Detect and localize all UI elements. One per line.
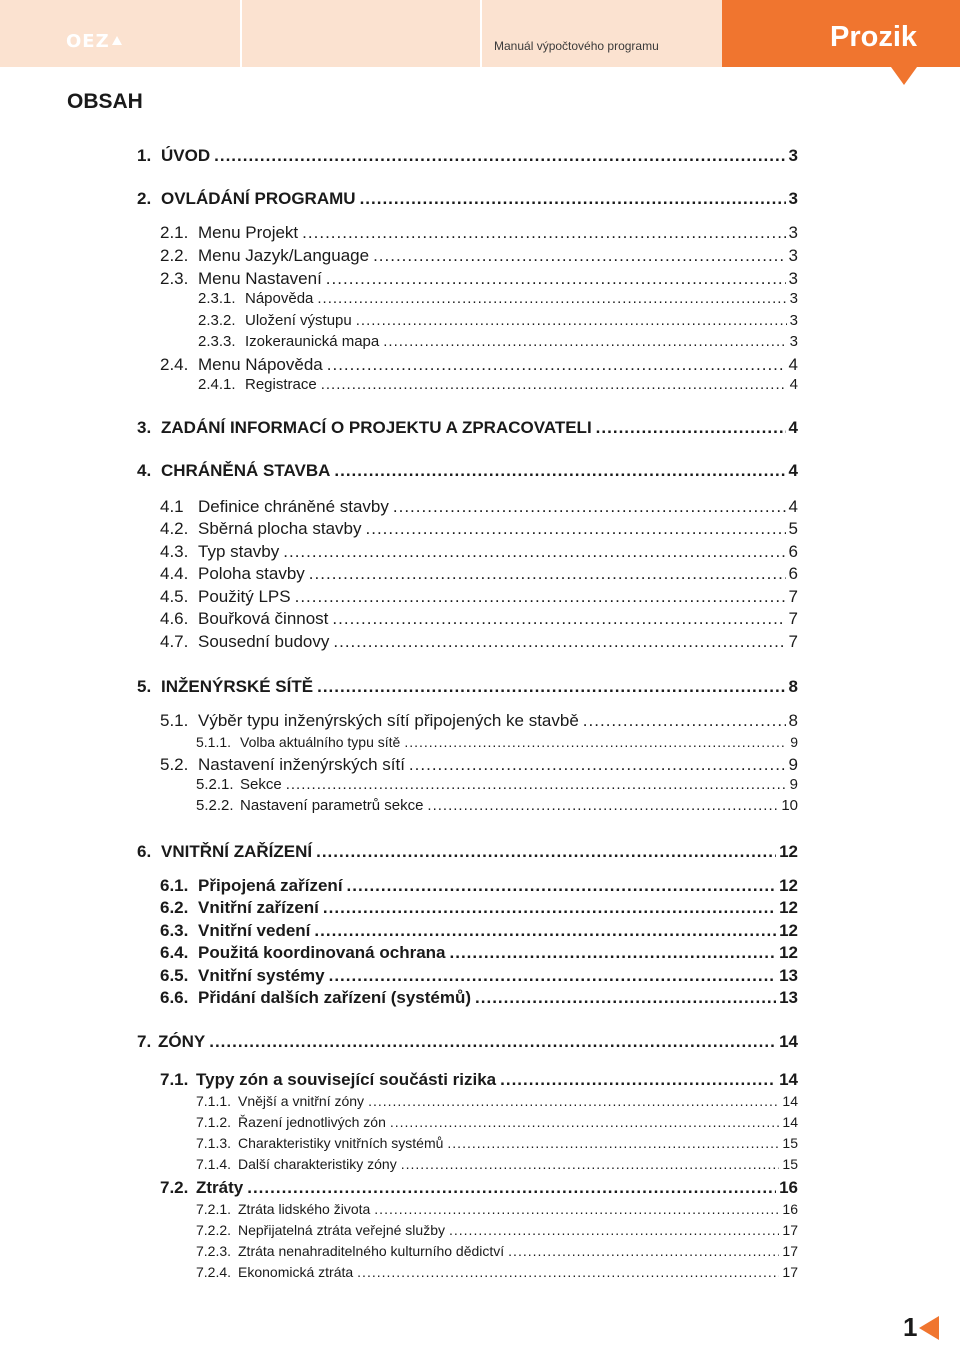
toc-leader-dots xyxy=(449,1222,779,1238)
toc-entry-label: Typ stavby xyxy=(198,542,280,561)
toc-entry-page: 6 xyxy=(788,542,798,561)
toc-entry-page: 3 xyxy=(789,290,798,307)
toc-entry-label: Ztráta lidského života xyxy=(238,1201,371,1217)
toc-entry-page: 12 xyxy=(779,842,798,861)
toc-entry[interactable] xyxy=(196,734,798,750)
toc-leader-dots xyxy=(390,1114,780,1130)
toc-entry-label: Ztráta nenahraditelného kulturního dědictví xyxy=(238,1243,505,1259)
toc-entry-number: 4.3. xyxy=(160,542,189,561)
toc-entry-label: Nastavení inženýrských sítí xyxy=(198,755,405,774)
toc-entry[interactable] xyxy=(196,1201,798,1217)
toc-entry-page: 15 xyxy=(782,1135,798,1151)
toc-entry-number: 4.1 xyxy=(160,497,184,516)
toc-entry-label: ÚVOD xyxy=(161,146,211,165)
toc-leader-dots xyxy=(374,1201,779,1217)
toc-entry-label: Sousední budovy xyxy=(198,632,330,651)
toc-entry-page: 14 xyxy=(782,1114,798,1130)
toc-entry-label: Nastavení parametrů sekce xyxy=(240,797,424,814)
toc-entry-number: 6.4. xyxy=(160,943,189,962)
toc-entry-number: 7.1.3. xyxy=(196,1135,232,1151)
toc-entry[interactable] xyxy=(160,711,798,731)
toc-entry[interactable] xyxy=(196,1264,798,1280)
toc-entry-label: ZÓNY xyxy=(158,1032,206,1051)
toc-entry[interactable] xyxy=(196,797,798,814)
toc-entry-label: Ekonomická ztráta xyxy=(238,1264,354,1280)
toc-entry-page: 3 xyxy=(788,246,798,265)
toc-entry-number: 7.1.1. xyxy=(196,1093,232,1109)
toc-entry-label: Vnitřní systémy xyxy=(198,966,325,985)
toc-entry-page: 4 xyxy=(788,418,798,437)
toc-entry-number: 2.4.1. xyxy=(198,376,236,393)
toc-entry-label: Uložení výstupu xyxy=(245,312,352,329)
toc-entry[interactable] xyxy=(160,355,798,375)
toc-entry-label: CHRÁNĚNÁ STAVBA xyxy=(161,461,331,480)
toc-entry[interactable] xyxy=(160,632,798,652)
toc-leader-dots xyxy=(309,564,786,584)
toc-entry-page: 4 xyxy=(788,461,798,480)
toc-entry-page: 17 xyxy=(782,1222,798,1238)
toc-entry-number: 7.2.1. xyxy=(196,1201,232,1217)
toc-entry-page: 12 xyxy=(779,898,798,917)
toc-entry-page: 3 xyxy=(789,312,798,329)
toc-entry-page: 3 xyxy=(788,189,798,208)
toc-leader-dots xyxy=(347,876,777,896)
toc-leader-dots xyxy=(332,609,785,629)
toc-entry-page: 3 xyxy=(788,146,798,165)
toc-entry-label: Izokeraunická mapa xyxy=(245,333,380,350)
toc-entry-label: Řazení jednotlivých zón xyxy=(238,1114,386,1130)
toc-entry-page: 15 xyxy=(782,1156,798,1172)
toc-leader-dots xyxy=(450,943,777,963)
toc-entry-label: Vnitřní zařízení xyxy=(198,898,319,917)
toc-leader-dots xyxy=(317,290,786,307)
toc-entry-number: 5.1.1. xyxy=(196,734,232,750)
toc-entry-number: 5.2.1. xyxy=(196,776,234,793)
toc-entry-label: Volba aktuálního typu sítě xyxy=(240,734,401,750)
toc-entry-number: 7.2.2. xyxy=(196,1222,232,1238)
toc-entry-number: 4.7. xyxy=(160,632,189,651)
toc-entry-number: 5. xyxy=(137,677,152,696)
toc-entry[interactable] xyxy=(137,461,798,481)
toc-leader-dots xyxy=(316,842,776,862)
toc-entry[interactable] xyxy=(137,418,798,438)
toc-entry[interactable] xyxy=(137,189,798,209)
toc-entry[interactable] xyxy=(160,921,798,941)
toc-leader-dots xyxy=(295,587,786,607)
toc-entry-label: Přidání dalších zařízení (systémů) xyxy=(198,988,472,1007)
toc-entry[interactable] xyxy=(160,497,798,517)
toc-entry[interactable] xyxy=(160,755,798,775)
toc-entry-number: 4.6. xyxy=(160,609,189,628)
toc-entry-label: Nepřijatelná ztráta veřejné služby xyxy=(238,1222,445,1238)
toc-leader-dots xyxy=(500,1070,776,1090)
toc-leader-dots xyxy=(247,1178,776,1198)
toc-leader-dots xyxy=(286,776,787,793)
toc-leader-dots xyxy=(314,921,776,941)
toc-entry-label: Použitý LPS xyxy=(198,587,291,606)
toc-leader-dots xyxy=(333,632,785,652)
toc-entry-number: 2.1. xyxy=(160,223,189,242)
toc-leader-dots xyxy=(404,734,787,750)
toc-leader-dots xyxy=(508,1243,779,1259)
toc-entry-label: OVLÁDÁNÍ PROGRAMU xyxy=(161,189,356,208)
toc-entry[interactable] xyxy=(196,1093,798,1109)
toc-entry-number: 7. xyxy=(137,1032,152,1051)
toc-entry[interactable] xyxy=(160,966,798,986)
toc-entry[interactable] xyxy=(198,333,798,350)
toc-entry-page: 4 xyxy=(788,497,798,516)
toc-leader-dots xyxy=(447,1135,779,1151)
brand-name: Prozik xyxy=(830,21,918,53)
toc-entry-page: 6 xyxy=(788,564,798,583)
toc-leader-dots xyxy=(329,966,776,986)
toc-entry-label: Výběr typu inženýrských sítí připojených ke stavbě xyxy=(198,711,579,730)
toc-entry-number: 2.3.2. xyxy=(198,312,236,329)
toc-leader-dots xyxy=(368,1093,779,1109)
toc-entry-page: 9 xyxy=(790,734,798,750)
toc-entry[interactable] xyxy=(196,1222,798,1238)
toc-entry-number: 2.2. xyxy=(160,246,189,265)
toc-entry-number: 4.2. xyxy=(160,519,189,538)
toc-entry-label: Sekce xyxy=(240,776,282,793)
toc-leader-dots xyxy=(356,312,787,329)
toc-entry[interactable] xyxy=(160,876,798,896)
toc-entry-label: Sběrná plocha stavby xyxy=(198,519,362,538)
toc-entry[interactable] xyxy=(160,269,798,289)
toc-entry-label: Typy zón a související součásti rizika xyxy=(196,1070,497,1089)
toc-entry-number: 7.2.3. xyxy=(196,1243,232,1259)
toc-entry-page: 12 xyxy=(779,921,798,940)
toc-entry-label: Definice chráněné stavby xyxy=(198,497,389,516)
toc-entry[interactable] xyxy=(160,519,798,539)
toc-leader-dots xyxy=(326,269,786,289)
toc-leader-dots xyxy=(334,461,785,481)
toc-entry-number: 2.3.3. xyxy=(198,333,236,350)
toc-entry-page: 8 xyxy=(788,677,798,696)
toc-entry-number: 2.3.1. xyxy=(198,290,236,307)
toc-leader-dots xyxy=(409,755,786,775)
toc-entry-label: Nápověda xyxy=(245,290,314,307)
toc-leader-dots xyxy=(323,898,776,918)
toc-entry[interactable] xyxy=(160,1070,798,1090)
toc-entry-number: 5.2.2. xyxy=(196,797,234,814)
toc-entry-page: 8 xyxy=(788,711,798,730)
toc-entry[interactable] xyxy=(196,1135,798,1151)
oez-logo: OEZ xyxy=(66,31,122,52)
toc-entry-page: 4 xyxy=(788,355,798,374)
toc-entry[interactable] xyxy=(198,376,798,393)
toc-entry-page: 3 xyxy=(788,223,798,242)
toc-entry[interactable] xyxy=(160,988,798,1008)
toc-entry[interactable] xyxy=(160,246,798,266)
toc-entry[interactable] xyxy=(198,312,798,329)
toc-entry-page: 12 xyxy=(779,943,798,962)
toc-entry-label: Vnější a vnitřní zóny xyxy=(238,1093,365,1109)
header-subtitle: Manuál výpočtového programu xyxy=(494,39,659,53)
brand-block xyxy=(722,0,960,67)
toc-entry-number: 7.1.4. xyxy=(196,1156,232,1172)
toc-entry[interactable] xyxy=(160,223,798,243)
toc-leader-dots xyxy=(317,677,785,697)
toc-entry[interactable] xyxy=(137,146,798,166)
toc-entry-number: 2.4. xyxy=(160,355,189,374)
toc-leader-dots xyxy=(209,1032,776,1052)
toc-leader-dots xyxy=(393,497,786,517)
toc-entry[interactable] xyxy=(196,776,798,793)
toc-entry-number: 6.5. xyxy=(160,966,189,985)
toc-leader-dots xyxy=(283,542,785,562)
toc-entry[interactable] xyxy=(137,677,798,697)
toc-leader-dots xyxy=(302,223,785,243)
toc-entry-page: 14 xyxy=(779,1070,798,1089)
toc-entry-label: ZADÁNÍ INFORMACÍ O PROJEKTU A ZPRACOVATELI xyxy=(161,418,592,437)
toc-entry-label: Menu Nápověda xyxy=(198,355,323,374)
toc-entry-page: 7 xyxy=(788,632,798,651)
toc-entry-page: 4 xyxy=(789,376,798,393)
toc-entry-page: 5 xyxy=(788,519,798,538)
toc-entry-label: Ztráty xyxy=(196,1178,244,1197)
header-divider xyxy=(240,0,242,67)
toc-entry[interactable] xyxy=(198,290,798,307)
toc-entry[interactable] xyxy=(160,943,798,963)
toc-entry-number: 7.1.2. xyxy=(196,1114,232,1130)
toc-entry-label: Poloha stavby xyxy=(198,564,305,583)
toc-entry[interactable] xyxy=(160,542,798,562)
toc-leader-dots xyxy=(373,246,785,266)
toc-entry-number: 7.2. xyxy=(160,1178,189,1197)
toc-entry-number: 6.6. xyxy=(160,988,189,1007)
toc-entry-label: Použitá koordinovaná ochrana xyxy=(198,943,446,962)
toc-entry-number: 3. xyxy=(137,418,152,437)
brand-pointer-icon xyxy=(891,67,917,85)
toc-leader-dots xyxy=(321,376,787,393)
toc-entry-number: 1. xyxy=(137,146,152,165)
toc-entry-number: 6.1. xyxy=(160,876,189,895)
toc-entry-page: 3 xyxy=(789,333,798,350)
toc-leader-dots xyxy=(357,1264,779,1280)
toc-entry[interactable] xyxy=(160,564,798,584)
toc-entry-page: 9 xyxy=(788,755,798,774)
toc-entry-page: 17 xyxy=(782,1264,798,1280)
toc-entry-page: 13 xyxy=(779,988,798,1007)
toc-entry-label: VNITŘNÍ ZAŘÍZENÍ xyxy=(161,842,313,861)
toc-entry-label: Vnitřní vedení xyxy=(198,921,311,940)
toc-entry-number: 7.2.4. xyxy=(196,1264,232,1280)
toc-entry-number: 6.3. xyxy=(160,921,189,940)
toc-entry-page: 9 xyxy=(789,776,798,793)
toc-entry-page: 14 xyxy=(779,1032,798,1051)
toc-entry-number: 6. xyxy=(137,842,152,861)
toc-leader-dots xyxy=(360,189,786,209)
header-divider xyxy=(480,0,482,67)
toc-entry-number: 2.3. xyxy=(160,269,189,288)
toc-entry[interactable] xyxy=(196,1156,798,1172)
toc-entry-label: INŽENÝRSKÉ SÍTĚ xyxy=(161,677,314,696)
toc-leader-dots xyxy=(427,797,778,814)
toc-entry-page: 14 xyxy=(782,1093,798,1109)
toc-entry-page: 17 xyxy=(782,1243,798,1259)
toc-entry-number: 5.2. xyxy=(160,755,189,774)
toc-entry-page: 16 xyxy=(779,1178,798,1197)
toc-leader-dots xyxy=(583,711,786,731)
toc-entry-label: Menu Jazyk/Language xyxy=(198,246,370,265)
toc-leader-dots xyxy=(214,146,785,166)
toc-entry-number: 4.4. xyxy=(160,564,189,583)
toc-entry[interactable] xyxy=(196,1243,798,1259)
toc-entry-label: Charakteristiky vnitřních systémů xyxy=(238,1135,444,1151)
toc-leader-dots xyxy=(475,988,776,1008)
page-arrow-icon xyxy=(919,1316,939,1340)
toc-entry-label: Menu Nastavení xyxy=(198,269,322,288)
toc-entry-page: 7 xyxy=(788,587,798,606)
toc-entry-number: 5.1. xyxy=(160,711,189,730)
toc-leader-dots xyxy=(366,519,786,539)
toc-entry-number: 6.2. xyxy=(160,898,189,917)
toc-entry-page: 13 xyxy=(779,966,798,985)
toc-entry-page: 7 xyxy=(788,609,798,628)
toc-entry-number: 4. xyxy=(137,461,152,480)
toc-entry-label: Připojená zařízení xyxy=(198,876,343,895)
page-title: OBSAH xyxy=(67,90,143,113)
page-header xyxy=(0,0,960,67)
toc-entry-label: Další charakteristiky zóny xyxy=(238,1156,397,1172)
toc-leader-dots xyxy=(327,355,786,375)
toc-entry-page: 16 xyxy=(782,1201,798,1217)
toc-entry-label: Menu Projekt xyxy=(198,223,299,242)
toc-entry-label: Bouřková činnost xyxy=(198,609,329,628)
toc-entry-page: 10 xyxy=(781,797,798,814)
toc-entry-number: 2. xyxy=(137,189,152,208)
toc-entry[interactable] xyxy=(196,1114,798,1130)
toc-entry-page: 3 xyxy=(788,269,798,288)
toc-entry-number: 4.5. xyxy=(160,587,189,606)
toc-leader-dots xyxy=(383,333,786,350)
toc-entry[interactable] xyxy=(137,842,798,862)
logo-triangle-icon xyxy=(112,36,122,45)
toc-entry-label: Registrace xyxy=(245,376,317,393)
toc-leader-dots xyxy=(401,1156,780,1172)
toc-entry-page: 12 xyxy=(779,876,798,895)
toc-leader-dots xyxy=(596,418,786,438)
toc-entry[interactable] xyxy=(160,1178,798,1198)
toc-entry[interactable] xyxy=(160,609,798,629)
toc-entry[interactable] xyxy=(160,898,798,918)
toc-entry-number: 7.1. xyxy=(160,1070,189,1089)
page-number: 1 xyxy=(903,1312,939,1343)
toc-entry[interactable] xyxy=(137,1032,798,1052)
toc-entry[interactable] xyxy=(160,587,798,607)
